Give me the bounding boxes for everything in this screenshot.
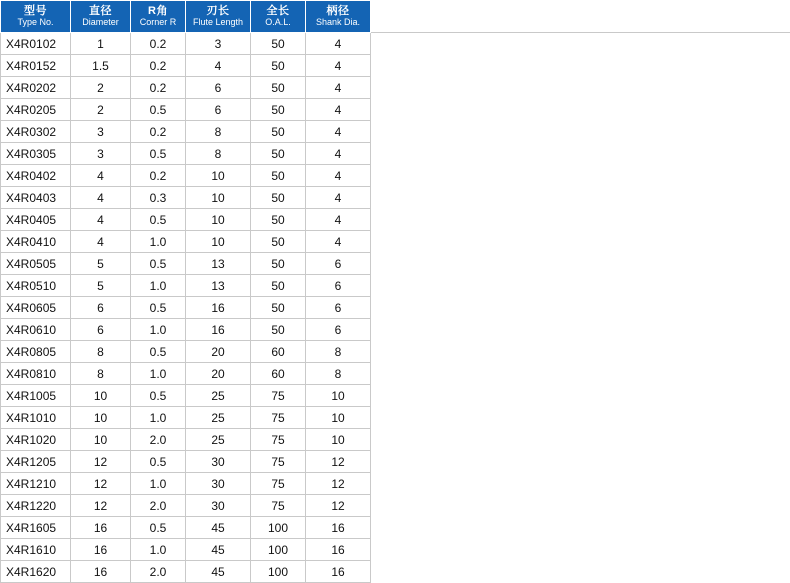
cell-corner-r: 0.3: [131, 187, 186, 209]
cell-spacer: [371, 55, 790, 77]
cell-oal: 50: [251, 55, 306, 77]
cell-flute-length: 10: [186, 231, 251, 253]
table-row: [1, 473, 790, 495]
table-header: [1, 1, 790, 33]
table-row: [1, 319, 790, 341]
cell-spacer: [371, 495, 790, 517]
table-row: [1, 275, 790, 297]
cell-spacer: [371, 231, 790, 253]
cell-corner-r: 2.0: [131, 495, 186, 517]
cell-shank-dia: 10: [306, 385, 371, 407]
cell-shank-dia: 4: [306, 209, 371, 231]
cell-corner-r: 0.5: [131, 385, 186, 407]
cell-flute-length: 25: [186, 385, 251, 407]
table-header-row: [1, 1, 790, 33]
cell-corner-r: 0.5: [131, 341, 186, 363]
cell-oal: 50: [251, 143, 306, 165]
cell-oal: 50: [251, 231, 306, 253]
cell-spacer: [371, 99, 790, 121]
cell-oal: 100: [251, 561, 306, 583]
cell-diameter: 5: [71, 253, 131, 275]
cell-spacer: [371, 253, 790, 275]
cell-corner-r: 0.2: [131, 121, 186, 143]
cell-type-no: X4R0302: [1, 121, 71, 143]
cell-shank-dia: 16: [306, 517, 371, 539]
cell-corner-r: 1.0: [131, 473, 186, 495]
column-header-shank-dia-en: Shank Dia.: [308, 18, 368, 28]
cell-shank-dia: 12: [306, 473, 371, 495]
cell-corner-r: 0.5: [131, 99, 186, 121]
column-header-oal: [251, 1, 306, 33]
cell-diameter: 1.5: [71, 55, 131, 77]
cell-flute-length: 45: [186, 561, 251, 583]
cell-corner-r: 1.0: [131, 363, 186, 385]
table-row: [1, 495, 790, 517]
cell-oal: 50: [251, 275, 306, 297]
cell-spacer: [371, 77, 790, 99]
cell-oal: 50: [251, 77, 306, 99]
cell-shank-dia: 4: [306, 143, 371, 165]
cell-type-no: X4R0810: [1, 363, 71, 385]
column-header-shank-dia-cn: 柄径: [308, 5, 368, 17]
cell-flute-length: 20: [186, 363, 251, 385]
column-header-diameter-en: Diameter: [73, 18, 128, 28]
cell-type-no: X4R0410: [1, 231, 71, 253]
cell-spacer: [371, 429, 790, 451]
table-row: [1, 33, 790, 55]
cell-type-no: X4R0505: [1, 253, 71, 275]
cell-corner-r: 0.2: [131, 55, 186, 77]
cell-flute-length: 8: [186, 143, 251, 165]
cell-corner-r: 1.0: [131, 275, 186, 297]
cell-oal: 50: [251, 165, 306, 187]
cell-oal: 100: [251, 517, 306, 539]
column-header-diameter: [71, 1, 131, 33]
cell-type-no: X4R0305: [1, 143, 71, 165]
cell-oal: 50: [251, 297, 306, 319]
cell-shank-dia: 4: [306, 55, 371, 77]
cell-type-no: X4R0205: [1, 99, 71, 121]
cell-shank-dia: 4: [306, 231, 371, 253]
column-header-shank-dia: [306, 1, 371, 33]
table-body: [1, 33, 790, 583]
cell-shank-dia: 4: [306, 77, 371, 99]
cell-type-no: X4R1010: [1, 407, 71, 429]
cell-type-no: X4R1005: [1, 385, 71, 407]
cell-type-no: X4R1620: [1, 561, 71, 583]
cell-diameter: 12: [71, 473, 131, 495]
cell-type-no: X4R0805: [1, 341, 71, 363]
cell-corner-r: 0.2: [131, 77, 186, 99]
cell-spacer: [371, 165, 790, 187]
cell-oal: 75: [251, 385, 306, 407]
table-row: [1, 363, 790, 385]
cell-shank-dia: 6: [306, 319, 371, 341]
cell-corner-r: 0.5: [131, 209, 186, 231]
cell-type-no: X4R1605: [1, 517, 71, 539]
table-row: [1, 55, 790, 77]
cell-diameter: 4: [71, 165, 131, 187]
cell-spacer: [371, 187, 790, 209]
cell-flute-length: 10: [186, 209, 251, 231]
column-header-spacer: [371, 1, 790, 33]
column-header-oal-cn: 全长: [253, 5, 303, 17]
cell-diameter: 12: [71, 451, 131, 473]
cell-flute-length: 10: [186, 187, 251, 209]
cell-diameter: 12: [71, 495, 131, 517]
table-row: [1, 99, 790, 121]
column-header-oal-en: O.A.L.: [253, 18, 303, 28]
cell-type-no: X4R1210: [1, 473, 71, 495]
column-header-corner-r-en: Corner R: [133, 18, 183, 28]
table-row: [1, 209, 790, 231]
cell-spacer: [371, 407, 790, 429]
column-header-type-no: [1, 1, 71, 33]
cell-type-no: X4R1205: [1, 451, 71, 473]
cell-spacer: [371, 143, 790, 165]
cell-type-no: X4R0403: [1, 187, 71, 209]
cell-shank-dia: 6: [306, 297, 371, 319]
table-row: [1, 429, 790, 451]
table-row: [1, 165, 790, 187]
cell-spacer: [371, 121, 790, 143]
cell-diameter: 10: [71, 429, 131, 451]
cell-shank-dia: 10: [306, 407, 371, 429]
cell-spacer: [371, 319, 790, 341]
column-header-flute-length-cn: 刃长: [188, 5, 248, 17]
cell-diameter: 4: [71, 187, 131, 209]
cell-flute-length: 45: [186, 517, 251, 539]
cell-corner-r: 2.0: [131, 561, 186, 583]
cell-type-no: X4R0402: [1, 165, 71, 187]
column-header-flute-length-en: Flute Length: [188, 18, 248, 28]
cell-diameter: 3: [71, 121, 131, 143]
cell-diameter: 2: [71, 99, 131, 121]
cell-flute-length: 16: [186, 319, 251, 341]
cell-corner-r: 0.2: [131, 165, 186, 187]
table-row: [1, 539, 790, 561]
cell-oal: 50: [251, 121, 306, 143]
cell-shank-dia: 6: [306, 253, 371, 275]
cell-flute-length: 25: [186, 429, 251, 451]
cell-type-no: X4R0102: [1, 33, 71, 55]
table-row: [1, 187, 790, 209]
cell-flute-length: 3: [186, 33, 251, 55]
cell-flute-length: 20: [186, 341, 251, 363]
cell-type-no: X4R1220: [1, 495, 71, 517]
cell-shank-dia: 4: [306, 187, 371, 209]
cell-diameter: 10: [71, 407, 131, 429]
cell-diameter: 1: [71, 33, 131, 55]
table-row: [1, 121, 790, 143]
column-header-type-no-cn: 型号: [3, 5, 68, 17]
table-row: [1, 253, 790, 275]
cell-shank-dia: 16: [306, 561, 371, 583]
cell-type-no: X4R0202: [1, 77, 71, 99]
cell-corner-r: 0.5: [131, 253, 186, 275]
cell-oal: 60: [251, 341, 306, 363]
table-row: [1, 341, 790, 363]
cell-flute-length: 30: [186, 473, 251, 495]
cell-shank-dia: 16: [306, 539, 371, 561]
cell-corner-r: 1.0: [131, 319, 186, 341]
column-header-diameter-cn: 直径: [73, 5, 128, 17]
cell-flute-length: 16: [186, 297, 251, 319]
cell-type-no: X4R1020: [1, 429, 71, 451]
cell-spacer: [371, 33, 790, 55]
cell-corner-r: 1.0: [131, 231, 186, 253]
cell-spacer: [371, 385, 790, 407]
cell-type-no: X4R0405: [1, 209, 71, 231]
cell-spacer: [371, 451, 790, 473]
cell-corner-r: 0.5: [131, 143, 186, 165]
cell-flute-length: 30: [186, 495, 251, 517]
cell-corner-r: 1.0: [131, 407, 186, 429]
cell-shank-dia: 10: [306, 429, 371, 451]
cell-corner-r: 0.5: [131, 297, 186, 319]
table-row: [1, 451, 790, 473]
cell-diameter: 2: [71, 77, 131, 99]
cell-oal: 75: [251, 429, 306, 451]
cell-corner-r: 0.5: [131, 517, 186, 539]
cell-oal: 50: [251, 319, 306, 341]
cell-oal: 75: [251, 407, 306, 429]
cell-flute-length: 13: [186, 253, 251, 275]
table-row: [1, 561, 790, 583]
cell-shank-dia: 4: [306, 165, 371, 187]
cell-flute-length: 30: [186, 451, 251, 473]
cell-diameter: 4: [71, 231, 131, 253]
table-row: [1, 77, 790, 99]
cell-diameter: 6: [71, 297, 131, 319]
cell-oal: 50: [251, 253, 306, 275]
cell-type-no: X4R0152: [1, 55, 71, 77]
cell-diameter: 4: [71, 209, 131, 231]
column-header-corner-r-cn: R角: [133, 5, 183, 17]
cell-shank-dia: 12: [306, 451, 371, 473]
cell-flute-length: 8: [186, 121, 251, 143]
cell-spacer: [371, 539, 790, 561]
cell-spacer: [371, 363, 790, 385]
cell-flute-length: 4: [186, 55, 251, 77]
cell-type-no: X4R0610: [1, 319, 71, 341]
cell-diameter: 16: [71, 539, 131, 561]
cell-spacer: [371, 473, 790, 495]
column-header-flute-length: [186, 1, 251, 33]
cell-corner-r: 0.5: [131, 451, 186, 473]
cell-diameter: 5: [71, 275, 131, 297]
cell-flute-length: 10: [186, 165, 251, 187]
cell-spacer: [371, 275, 790, 297]
table-row: [1, 517, 790, 539]
cell-oal: 50: [251, 209, 306, 231]
cell-oal: 75: [251, 473, 306, 495]
cell-flute-length: 25: [186, 407, 251, 429]
table-row: [1, 385, 790, 407]
cell-diameter: 16: [71, 561, 131, 583]
column-header-type-no-en: Type No.: [3, 18, 68, 28]
cell-diameter: 8: [71, 363, 131, 385]
cell-spacer: [371, 341, 790, 363]
cell-shank-dia: 4: [306, 99, 371, 121]
cell-flute-length: 13: [186, 275, 251, 297]
cell-type-no: X4R0510: [1, 275, 71, 297]
cell-shank-dia: 4: [306, 121, 371, 143]
cell-spacer: [371, 209, 790, 231]
cell-shank-dia: 4: [306, 33, 371, 55]
cell-shank-dia: 12: [306, 495, 371, 517]
cell-corner-r: 0.2: [131, 33, 186, 55]
cell-type-no: X4R1610: [1, 539, 71, 561]
cell-oal: 50: [251, 33, 306, 55]
cell-oal: 60: [251, 363, 306, 385]
cell-shank-dia: 6: [306, 275, 371, 297]
cell-diameter: 10: [71, 385, 131, 407]
cell-spacer: [371, 297, 790, 319]
cell-shank-dia: 8: [306, 363, 371, 385]
table-row: [1, 143, 790, 165]
cell-oal: 50: [251, 99, 306, 121]
cell-spacer: [371, 561, 790, 583]
cell-shank-dia: 8: [306, 341, 371, 363]
cell-oal: 75: [251, 451, 306, 473]
table-row: [1, 231, 790, 253]
cell-diameter: 16: [71, 517, 131, 539]
cell-oal: 50: [251, 187, 306, 209]
cell-diameter: 3: [71, 143, 131, 165]
table-row: [1, 297, 790, 319]
cell-diameter: 6: [71, 319, 131, 341]
cell-spacer: [371, 517, 790, 539]
cell-flute-length: 45: [186, 539, 251, 561]
table-row: [1, 407, 790, 429]
cell-oal: 100: [251, 539, 306, 561]
column-header-corner-r: [131, 1, 186, 33]
cell-corner-r: 2.0: [131, 429, 186, 451]
cell-flute-length: 6: [186, 99, 251, 121]
cell-oal: 75: [251, 495, 306, 517]
cell-corner-r: 1.0: [131, 539, 186, 561]
cell-type-no: X4R0605: [1, 297, 71, 319]
cell-flute-length: 6: [186, 77, 251, 99]
cell-diameter: 8: [71, 341, 131, 363]
